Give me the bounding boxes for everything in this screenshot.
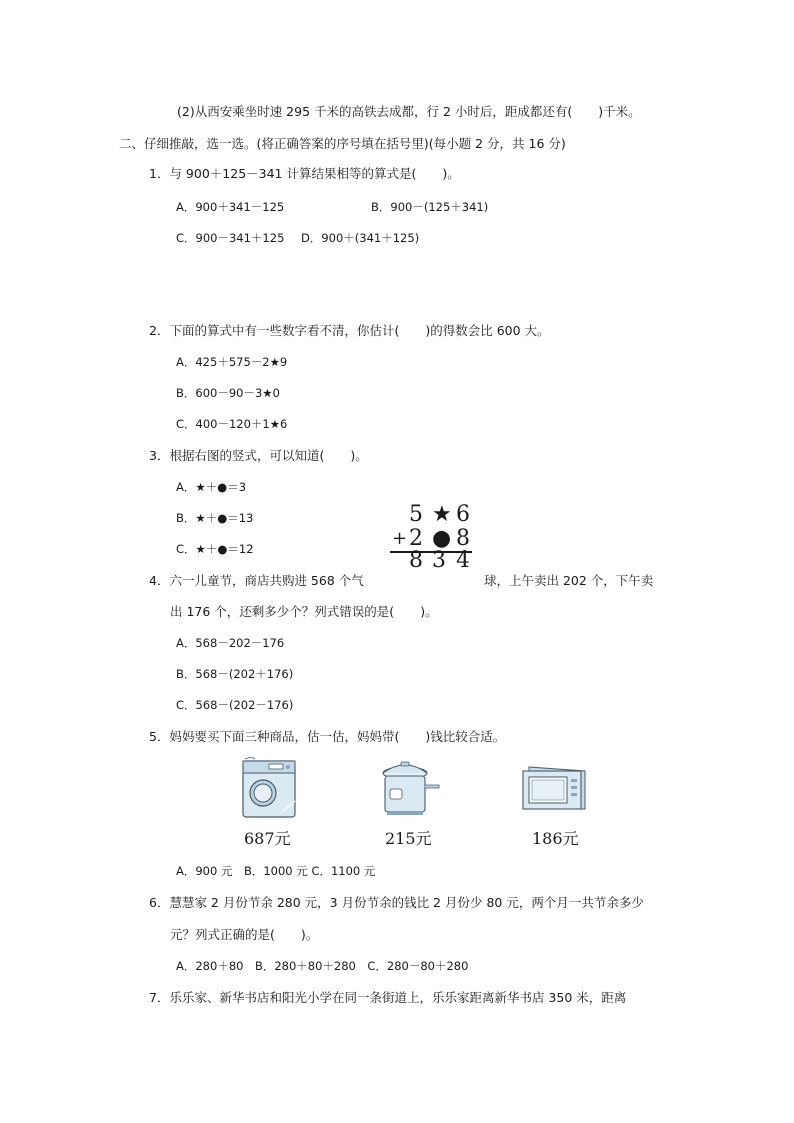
q3-stem-a: 3．根据右图的竖式，可以知道( (149, 448, 325, 463)
q6-stem-line2-b: )。 (300, 927, 319, 942)
vertical-mid-digit-3: 8 (456, 526, 470, 551)
q1-stem-b: )。 (442, 166, 460, 181)
q4-stem-line2-a: 出 176 个，还剩多少个？列式错误的是( (170, 604, 395, 619)
q2-stem (149, 323, 550, 339)
q2-stem-a: 2．下面的算式中有一些数字看不清，你估计( (149, 323, 400, 338)
q6-stem-line1: 6．慧慧家 2 月份节余 280 元，3 月份节余的钱比 2 月份少 80 元，两个月一共节余多少 (149, 895, 644, 910)
section2-heading: 二、仔细推敲，选一选。(将正确答案的序号填在括号里)(每小题 2 分，共 16 分) (119, 136, 566, 151)
q3-stem-b: )。 (350, 448, 368, 463)
q5-stem-b: )钱比较合适。 (425, 729, 506, 744)
price-washing-machine: 687元 (244, 829, 291, 848)
q4-stem-line1-a: 4．六一儿童节，商店共购进 568 个气 (149, 573, 364, 588)
q4-stem-line2 (170, 604, 438, 620)
prev-question-part-a: (2)从西安乘坐时速 295 千米的高铁去成都，行 2 小时后，距成都还有( (177, 104, 573, 119)
vertical-result-digit-1: 8 (409, 548, 423, 573)
q3-option-c: C．★＋●＝12 (176, 542, 254, 556)
q3-option-b: B．★＋●＝13 (176, 511, 254, 525)
q5-stem (149, 729, 505, 745)
q2-option-c: C．400－120＋1★6 (176, 417, 288, 431)
vertical-mid-dot: ● (432, 526, 452, 551)
q3-option-a: A．★＋●＝3 (176, 480, 247, 494)
prev-question-text (177, 104, 641, 120)
q1-option-b: B．900－(125＋341) (371, 200, 489, 214)
prev-question-part-b: )千米。 (598, 104, 641, 119)
q6-stem-line2 (170, 927, 318, 943)
vertical-plus-sign: + (392, 528, 408, 549)
vertical-top-digit-3: 6 (456, 502, 470, 527)
microwave-icon (521, 765, 589, 813)
q2-option-a: A．425＋575－2★9 (176, 355, 288, 369)
vertical-mid-digit-1: 2 (409, 526, 423, 551)
q1-option-c: C．900－341＋125 (176, 231, 285, 245)
q7-stem-line1: 7．乐乐家、新华书店和阳光小学在同一条街道上，乐乐家距离新华书店 350 米，距离 (149, 990, 627, 1005)
q5-options: A．900 元 B．1000 元 C．1100 元 (176, 864, 376, 878)
vertical-top-star: ★ (432, 502, 452, 527)
q1-stem-a: 1．与 900＋125－341 计算结果相等的算式是( (149, 166, 417, 181)
price-microwave: 186元 (532, 829, 579, 848)
rice-cooker-icon (377, 759, 441, 817)
vertical-top-digit-1: 5 (409, 502, 423, 527)
q4-stem-line1-b: 球，上午卖出 202 个，下午卖 (484, 573, 654, 588)
vertical-result-digit-2: 3 (432, 548, 446, 573)
price-rice-cooker: 215元 (385, 829, 432, 848)
q6-options: A．280＋80 B．280＋80＋280 C．280－80＋280 (176, 959, 469, 973)
q4-option-b: B．568－(202＋176) (176, 667, 294, 681)
q4-stem-line2-b: )。 (420, 604, 438, 619)
q1-stem (149, 166, 460, 182)
q5-stem-a: 5．妈妈要买下面三种商品，估一估，妈妈带( (149, 729, 400, 744)
q3-stem (149, 448, 368, 464)
q1-option-a: A．900＋341－125 (176, 200, 285, 214)
washing-machine-icon (241, 757, 299, 819)
q2-stem-b: )的得数会比 600 大。 (425, 323, 550, 338)
q6-stem-line2-a: 元？列式正确的是( (170, 927, 275, 942)
q1-option-d: D．900＋(341＋125) (301, 231, 420, 245)
q4-option-a: A．568－202－176 (176, 636, 285, 650)
vertical-result-digit-3: 4 (456, 548, 470, 573)
q2-option-b: B．600－90－3★0 (176, 386, 280, 400)
q4-option-c: C．568－(202－176) (176, 698, 294, 712)
